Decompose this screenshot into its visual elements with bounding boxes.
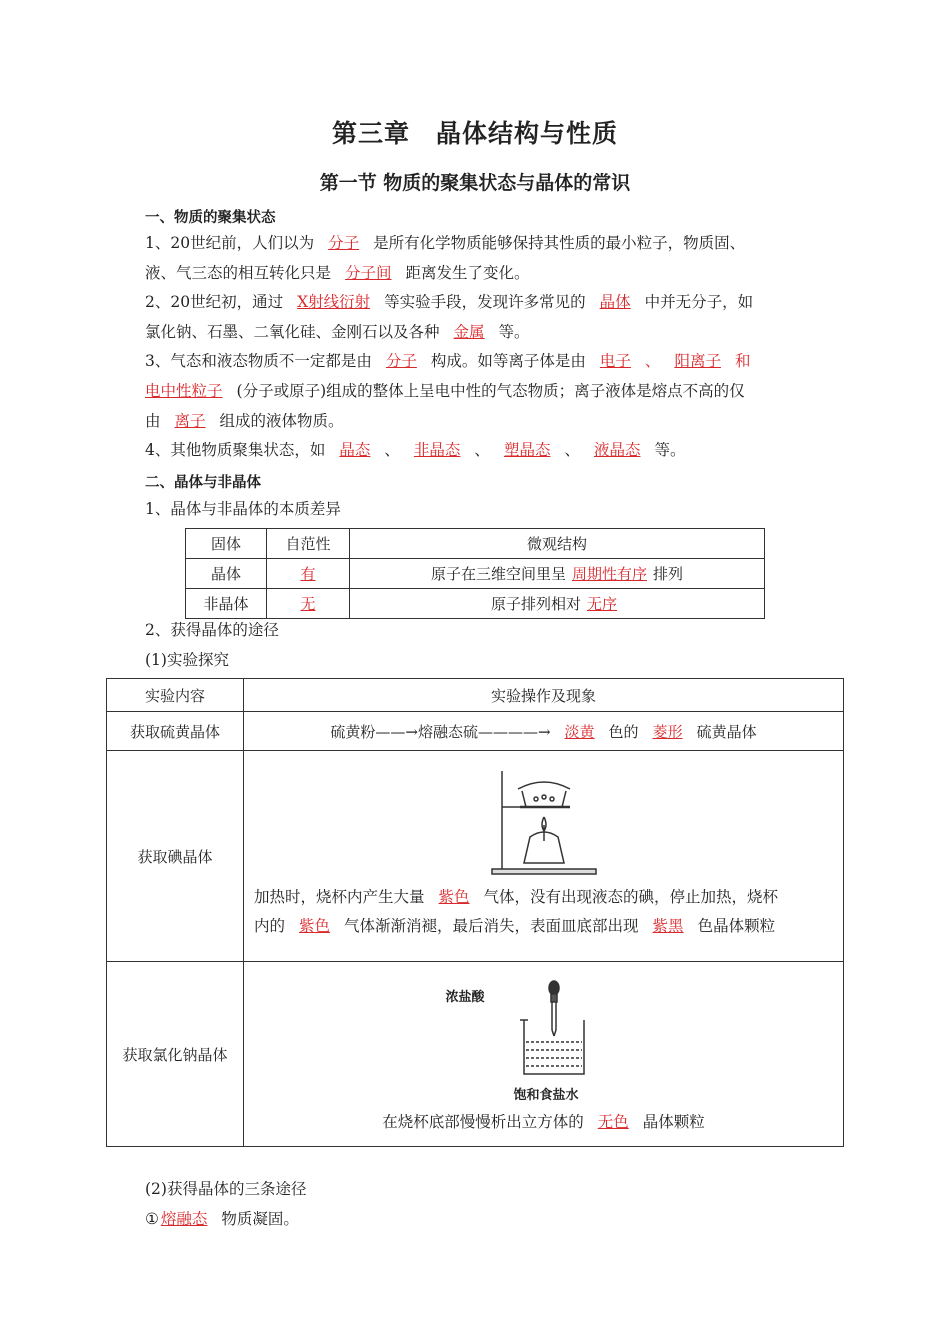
para-3-line-2: 电中性粒子 (分子或原子)组成的整体上呈电中性的气态物质；离子液体是熔点不高的仅 bbox=[145, 382, 745, 400]
table-row: 获取碘晶体 加热时，烧杯内产生大量 紫色 气体，没有出现液态的碘，停止加热，烧杯 内的 紫色 气体渐渐消褪，最后消失，表面皿底部出现 紫黑 色晶体颗粒 bbox=[107, 751, 844, 962]
nacl-apparatus-illustration bbox=[444, 976, 644, 1106]
answer: 菱形 bbox=[652, 722, 683, 741]
subheading-three-ways: (2)获得晶体的三条途径 bbox=[145, 1180, 307, 1198]
subheading-experiment: (1)实验探究 bbox=[145, 651, 229, 669]
para-3-line-3: 由 离子 组成的液体物质。 bbox=[145, 412, 344, 430]
answer: 淡黄 bbox=[564, 722, 595, 741]
chapter-title: 第三章 晶体结构与性质 bbox=[331, 119, 618, 148]
answer: 分子间 bbox=[345, 264, 392, 282]
para-4: 4、其他物质聚集状态，如 晶态 、 非晶态 、 塑晶态 、 液晶态 等。 bbox=[145, 441, 686, 459]
iodine-line-1: 加热时，烧杯内产生大量 紫色 气体，没有出现液态的碘，停止加热，烧杯 bbox=[244, 883, 843, 912]
nacl-line: 在烧杯底部慢慢析出立方体的 无色 晶体颗粒 bbox=[244, 1110, 843, 1132]
answer: 无色 bbox=[597, 1113, 629, 1131]
para-1-line-2: 液、气三态的相互转化只是 分子间 距离发生了变化。 bbox=[145, 264, 530, 282]
answer: 液晶态 bbox=[593, 441, 641, 459]
dropper-beaker-icon bbox=[444, 976, 644, 1086]
answer: 熔融态 bbox=[160, 1210, 208, 1228]
heading-aggregation: 一、物质的聚集状态 bbox=[145, 210, 276, 226]
answer: 阳离子 bbox=[674, 352, 721, 370]
answer: 非晶态 bbox=[413, 441, 461, 459]
answer: 晶态 bbox=[339, 441, 371, 459]
solution-label: 饱和食盐水 bbox=[513, 1088, 579, 1103]
heading-crystal: 二、晶体与非晶体 bbox=[145, 475, 261, 491]
para-2-line-1: 2、20世纪初，通过 X射线衍射 等实验手段，发现许多常见的 晶体 中并无分子，如 bbox=[145, 293, 754, 311]
subheading-difference: 1、晶体与非晶体的本质差异 bbox=[145, 500, 341, 518]
answer: 紫黑 bbox=[652, 917, 684, 935]
iodine-line-2: 内的 紫色 气体渐渐消褪，最后消失，表面皿底部出现 紫黑 色晶体颗粒 bbox=[244, 912, 843, 941]
answer: 分子 bbox=[385, 352, 417, 370]
answer: 周期性有序 bbox=[571, 565, 647, 583]
section-title: 第一节 物质的聚集状态与晶体的常识 bbox=[319, 172, 631, 194]
table-row: 获取硫黄晶体 硫黄粉——→熔融态硫————→ 淡黄 色的 菱形 硫黄晶体 bbox=[107, 712, 844, 751]
answer: 紫色 bbox=[438, 888, 470, 906]
way-1: ① 熔融态 物质凝固。 bbox=[145, 1210, 299, 1228]
table-row: 固体 自范性 微观结构 bbox=[186, 529, 765, 559]
answer: 分子 bbox=[328, 234, 360, 252]
table-row: 获取氯化钠晶体 浓盐酸 饱和食盐水 在烧杯底部慢慢析出立方体的 无色 晶体颗粒 bbox=[107, 962, 844, 1147]
answer: 电子 bbox=[599, 352, 631, 370]
experiment-table bbox=[106, 678, 844, 1147]
para-3-line-1: 3、气态和液态物质不一定都是由 分子 构成。如等离子体是由 电子 、 阳离子 和 bbox=[145, 352, 751, 370]
answer: X射线衍射 bbox=[297, 293, 371, 311]
answer: 无序 bbox=[587, 595, 618, 613]
crystal-comparison-table bbox=[185, 528, 765, 619]
subheading-ways: 2、获得晶体的途径 bbox=[145, 621, 279, 639]
answer: 有 bbox=[300, 565, 316, 583]
table-row: 非晶体 无 原子排列相对 无序 bbox=[186, 589, 765, 619]
table-row: 晶体 有 原子在三维空间里呈 周期性有序 排列 bbox=[186, 559, 765, 589]
answer: 电中性粒子 bbox=[145, 382, 223, 400]
answer: 金属 bbox=[453, 323, 485, 341]
para-2-line-2: 氯化钠、石墨、二氧化硅、金刚石以及各种 金属 等。 bbox=[145, 323, 530, 341]
table-row: 实验内容 实验操作及现象 bbox=[107, 679, 844, 712]
answer: 无 bbox=[300, 595, 316, 613]
answer: 晶体 bbox=[599, 293, 631, 311]
iodine-apparatus-illustration bbox=[484, 765, 604, 877]
reagent-label: 浓盐酸 bbox=[445, 990, 485, 1005]
answer: 紫色 bbox=[299, 917, 331, 935]
answer: 离子 bbox=[174, 412, 206, 430]
answer: 塑晶态 bbox=[503, 441, 551, 459]
para-1-line-1: 1、20世纪前，人们以为 分子 是所有化学物质能够保持其性质的最小粒子，物质固、 bbox=[145, 234, 746, 252]
